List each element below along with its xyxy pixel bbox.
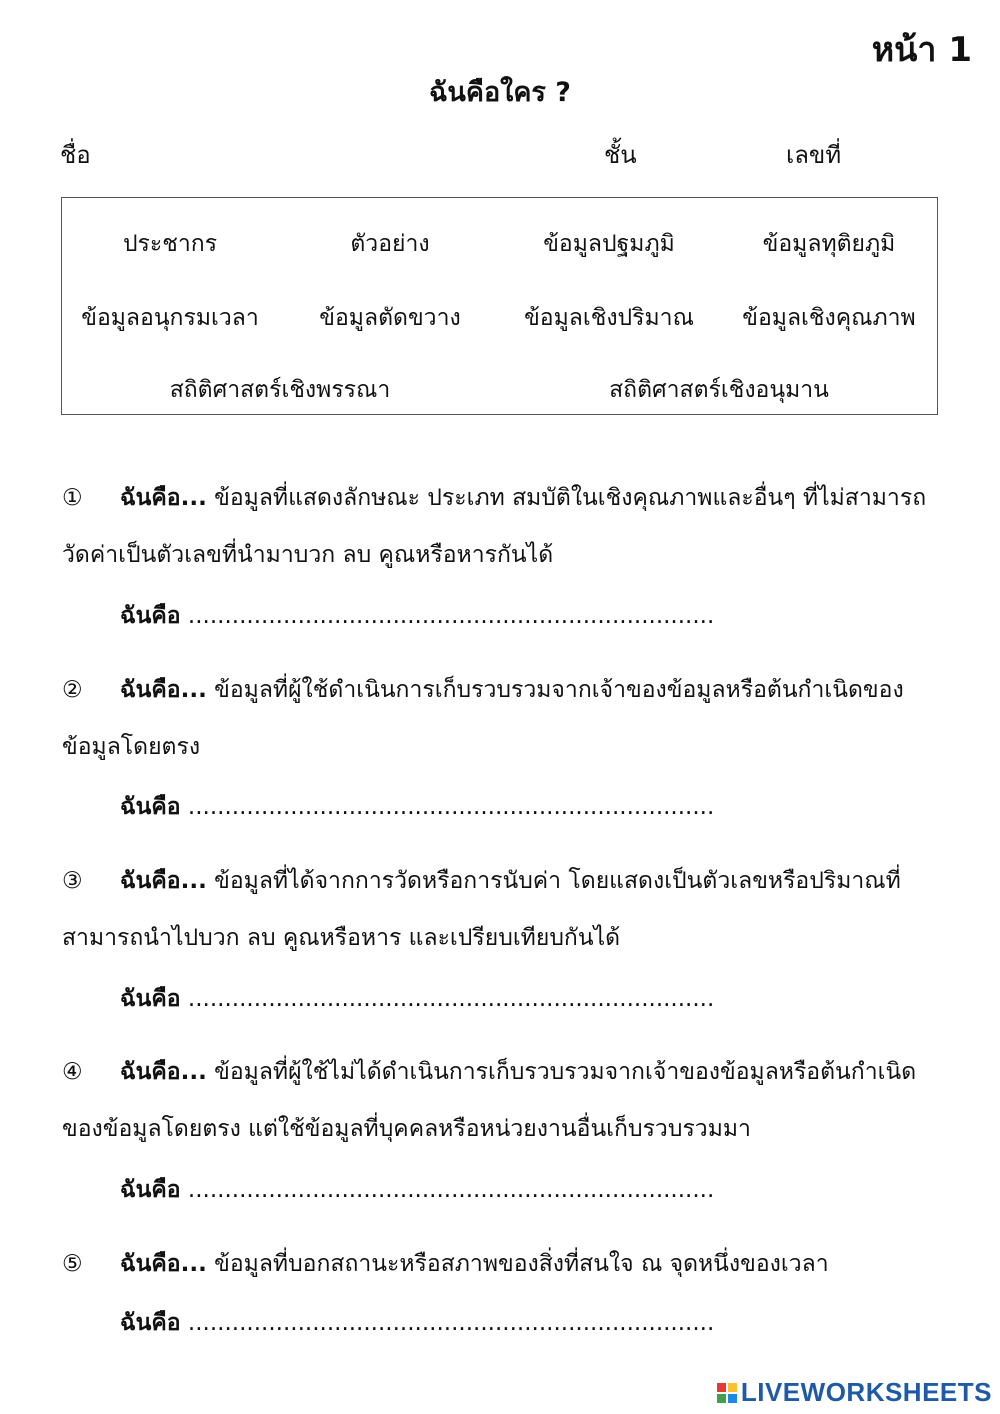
question-text: ข้อมูลที่ผู้ใช้ดำเนินการเก็บรวบรวมจากเจ้าของข้อมูลหรือต้นกำเนิดของข้อมูลโดยตรง	[62, 677, 904, 760]
number-field-label: เลขที่	[786, 141, 842, 169]
answer-blank[interactable]: ........................................................................	[187, 603, 715, 629]
term-secondary-data: ข้อมูลทุติยภูมิ	[762, 231, 896, 257]
liveworksheets-mark-icon	[717, 1383, 737, 1403]
question-prompt: ฉันคือ...	[120, 485, 207, 511]
term-population: ประชากร	[122, 231, 218, 257]
answer-line-2[interactable]	[120, 789, 714, 825]
liveworksheets-wordmark: LIVEWORKSHEETS	[740, 1377, 992, 1407]
term-primary-data: ข้อมูลปฐมภูมิ	[543, 231, 675, 257]
question-marker: ①	[62, 485, 83, 511]
answer-blank[interactable]: ........................................................................	[187, 986, 715, 1012]
term-descriptive-statistics: สถิติศาสตร์เชิงพรรณา	[169, 377, 391, 403]
answer-label: ฉันคือ	[120, 1177, 181, 1203]
question-4	[62, 1044, 942, 1158]
question-5	[62, 1236, 942, 1293]
name-field-label: ชื่อ	[60, 141, 91, 169]
question-3	[62, 853, 942, 967]
question-prompt: ฉันคือ...	[120, 868, 207, 894]
answer-blank[interactable]: ........................................................................	[187, 794, 715, 820]
question-1	[62, 470, 942, 584]
term-inferential-statistics: สถิติศาสตร์เชิงอนุมาน	[609, 377, 829, 403]
question-text: ข้อมูลที่ผู้ใช้ไม่ได้ดำเนินการเก็บรวบรวมจากเจ้าของข้อมูลหรือต้นกำเนิดของข้อมูลโดยตรง แต่ใช้ข้อมูลที่บุคคลหรือหน่วยงานอื่นเก็บรวบรวมมา	[62, 1059, 917, 1142]
answer-blank[interactable]: ........................................................................	[187, 1177, 715, 1203]
term-qualitative: ข้อมูลเชิงคุณภาพ	[742, 305, 916, 331]
question-2	[62, 662, 942, 776]
term-cross-sectional: ข้อมูลตัดขวาง	[319, 305, 461, 331]
class-field-label: ชั้น	[604, 141, 637, 169]
question-text: ข้อมูลที่ได้จากการวัดหรือการนับค่า โดยแสดงเป็นตัวเลขหรือปริมาณที่สามารถนำไปบวก ลบ คูณหรือหาร และเปรียบเทียบกันได้	[62, 868, 901, 951]
answer-label: ฉันคือ	[120, 1310, 181, 1336]
logo-square-red	[717, 1383, 726, 1392]
question-prompt: ฉันคือ...	[120, 677, 207, 703]
page-number: หน้า 1	[871, 30, 972, 70]
answer-label: ฉันคือ	[120, 794, 181, 820]
question-marker: ⑤	[62, 1251, 83, 1277]
term-time-series: ข้อมูลอนุกรมเวลา	[81, 305, 259, 331]
answer-label: ฉันคือ	[120, 603, 181, 629]
logo-square-yellow	[728, 1383, 737, 1392]
question-text: ข้อมูลที่แสดงลักษณะ ประเภท สมบัติในเชิงคุณภาพและอื่นๆ ที่ไม่สามารถวัดค่าเป็นตัวเลขที่นำมาบวก ลบ คูณหรือหารกันได้	[62, 485, 927, 568]
question-text: ข้อมูลที่บอกสถานะหรือสภาพของสิ่งที่สนใจ ณ จุดหนึ่งของเวลา	[214, 1251, 829, 1277]
liveworksheets-logo	[717, 1377, 992, 1408]
question-prompt: ฉันคือ...	[120, 1251, 207, 1277]
question-marker: ②	[62, 677, 83, 703]
answer-line-5[interactable]	[120, 1305, 714, 1341]
term-quantitative: ข้อมูลเชิงปริมาณ	[524, 305, 694, 331]
logo-square-green	[717, 1394, 726, 1403]
logo-square-blue	[728, 1394, 737, 1403]
question-marker: ③	[62, 868, 83, 894]
answer-line-3[interactable]	[120, 981, 714, 1017]
worksheet-title: ฉันคือใคร ?	[429, 77, 571, 108]
question-marker: ④	[62, 1059, 83, 1085]
term-sample: ตัวอย่าง	[350, 231, 430, 257]
answer-label: ฉันคือ	[120, 986, 181, 1012]
question-prompt: ฉันคือ...	[120, 1059, 207, 1085]
answer-blank[interactable]: ........................................................................	[187, 1310, 715, 1336]
answer-line-1[interactable]	[120, 598, 714, 634]
answer-line-4[interactable]	[120, 1172, 714, 1208]
